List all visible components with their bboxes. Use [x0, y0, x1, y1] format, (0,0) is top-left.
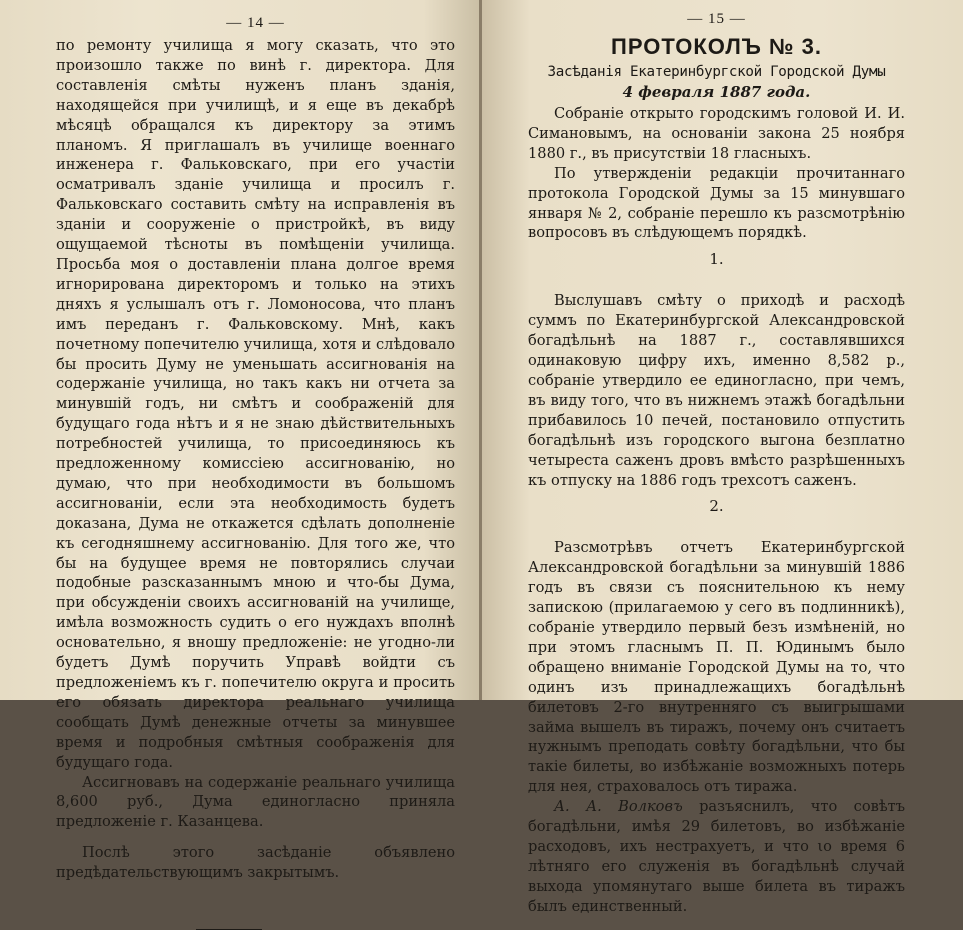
page-number-left: — 14 —	[226, 15, 285, 31]
speaker-name: А. А. Волковъ	[554, 798, 683, 816]
section-number: 1.	[709, 250, 724, 269]
speaker-text: разъяснилъ, что совѣтъ богадѣльни, имѣя 29 билетовъ, во избѣжаніе расходовъ, ихъ нестрахуетъ, и что ιο время 6 лѣтняго его служенія въ богадѣльнѣ случай выхода упомянутаго выше билета въ тиражъ былъ единственный.	[528, 798, 906, 915]
paragraph	[528, 797, 905, 916]
left-page	[0, 0, 481, 882]
paragraph: Ассигновавъ на содержаніе реальнаго училища 8,600 руб., Дума единогласно приняла предложеніе г. Казанцева.	[56, 773, 455, 831]
protocol-subtitle: Засѣданія Екатеринбургской Городской Думы	[547, 64, 886, 80]
paragraph: Выслушавъ смѣту о приходѣ и расходѣ суммъ по Екатеринбургской Александровской богадѣльнѣ на 1887 г., составлявшихся одинаковую цифру ихъ, именно 8,582 р., собраніе утвердило ее единогласно, при чемъ, въ виду того, что въ нижнемъ этажѣ богадѣльни прибавилось 10 печей, постановило отпустить богадѣльнѣ изъ городского выгона безплатно четыреста саженъ дровъ вмѣсто разрѣшенныхъ къ отпуску на 1886 годъ трехсотъ саженъ.	[528, 292, 905, 489]
paragraph: Послѣ этого засѣданіе объявлено предѣдательствующимъ закрытымъ.	[56, 844, 455, 882]
right-page-body	[528, 104, 905, 917]
paragraph: Собраніе открыто городскимъ головой И. И. Симановымъ, на основаніи закона 25 ноября 1880 г., въ присутствіи 18 гласныхъ.	[528, 105, 905, 162]
right-page	[482, 0, 963, 915]
paragraph: по ремонту училища я могу сказать, что это произошло также по винѣ г. директора. Для составленія смѣты нуженъ планъ зданія, находящейся при училищѣ, и я еще въ декабрѣ мѣсяцѣ обращался къ директору за этимъ планомъ. Я приглашалъ въ училище военнаго инженера г. Фальковскаго, при его участіи осматривалъ зданіе училища и просилъ г. Фальковскаго составить смѣту на исправленія въ зданіи и сооруженіе о пристройкѣ, въ виду ощущаемой тѣсноты въ помѣщеніи училища. Просьба моя о доставленіи плана долгое время игнорирована директоромъ и только на этихъ дняхъ я услышалъ отъ г. Ломоносова, что планъ имъ переданъ г. Фальковскому. Мнѣ, какъ почетному попечителю училища, хотя и слѣдовало бы просить Думу не уменьшать ассигнованія на содержаніе училища, но такъ какъ ни отчета за минувшій годъ, ни смѣтъ и соображеній для будущаго года нѣтъ и я не знаю дѣйствительныхъ потребностей училища, то присоединяюсь къ предложенному комиссіею ассигнованію, но думаю, что при необходимости въ большомъ ассигнованіи, если эта необходимость будетъ доказана, Дума не откажется сдѣлать дополненіе къ сегодняшнему ассигнованію. Для того же, что бы на будущее время не повторялись случаи подобные разсказаннымъ мною и что-бы Дума, при обсужденіи своихъ ассигнованій на училище, имѣла возможность судить о его нуждахъ вполнѣ основательно, я вношу предложеніе: не угодно-ли будетъ Думѣ поручить Управѣ войдти съ предложеніемъ къ г. попечителю округа и просить его обязать директора реальнаго училища сообщать Думѣ денежные отчеты за минувшее время и подробныя смѣтныя соображенія для будущаго года.	[56, 37, 455, 771]
page-number-right: — 15 —	[687, 11, 746, 27]
paragraph: По утвержденіи редакціи прочитаннаго протокола Городской Думы за 15 минувшаго января № 2, собраніе перешло къ разсмотрѣнію вопросовъ въ слѣдующемъ порядкѣ.	[528, 164, 905, 242]
left-page-body	[56, 36, 455, 883]
section-number: 2.	[709, 497, 724, 516]
paragraph: Разсмотрѣвъ отчетъ Екатеринбургской Александровской богадѣльни за минувшій 1886 годъ въ связи съ пояснительною къ нему запискою (прилагаемою у сего въ подлинникѣ), собраніе утвердило первый безъ измѣненій, но при этомъ гласнымъ П. П. Юдинымъ было обращено вниманіе Городской Думы на то, что одинъ изъ принадлежащихъ богадѣльнѣ билетовъ 2-го внутренняго съ выигрышами займа вышелъ въ тиражъ, почему онъ считаетъ нужнымъ преподать совѣту богадѣльни, что бы такіе билеты, во избѣжаніе возможныхъ потерь для нея, страховалось отъ тиража.	[528, 539, 905, 796]
protocol-title: ПРОТОКОЛЪ № 3.	[611, 34, 822, 59]
protocol-date: 4 февраля 1887 года.	[622, 83, 811, 101]
